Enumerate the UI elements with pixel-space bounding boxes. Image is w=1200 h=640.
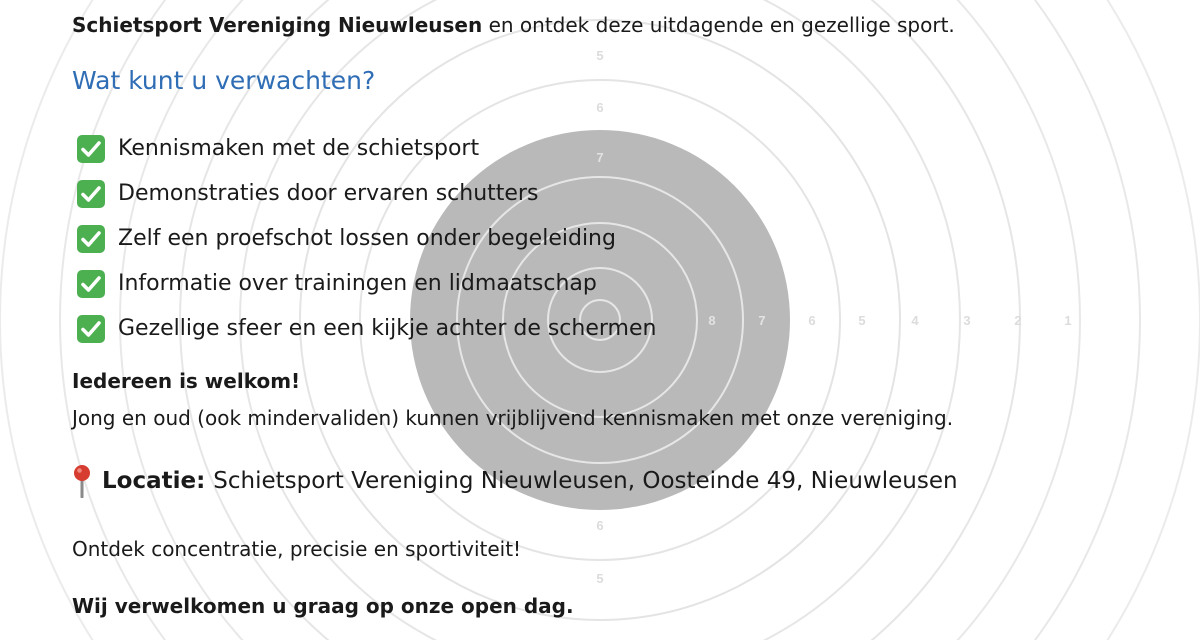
check-mark-icon bbox=[76, 179, 106, 209]
list-item-label: Kennismaken met de schietsport bbox=[118, 136, 480, 161]
ring-number: 1 bbox=[1064, 313, 1072, 328]
list-item bbox=[76, 306, 656, 351]
list-item bbox=[76, 126, 656, 171]
ring-number: 5 bbox=[596, 48, 604, 63]
list-item-label: Demonstraties door ervaren schutters bbox=[118, 181, 539, 206]
ring-number: 6 bbox=[596, 100, 604, 115]
check-mark-icon bbox=[76, 314, 106, 344]
closing-text: Wij verwelkomen u graag op onze open dag. bbox=[72, 594, 574, 618]
welcome-text: Jong en oud (ook mindervaliden) kunnen vrijblijvend kennismaken met onze vereniging. bbox=[72, 406, 954, 430]
pin-icon bbox=[70, 464, 94, 498]
ring-number: 3 bbox=[963, 313, 971, 328]
check-mark-icon bbox=[76, 134, 106, 164]
list-item-label: Gezellige sfeer en een kijkje achter de schermen bbox=[118, 316, 657, 341]
expectations-list bbox=[76, 126, 656, 351]
check-mark-icon bbox=[76, 269, 106, 299]
ring-number: 2 bbox=[1014, 313, 1022, 328]
ring-number: 7 bbox=[758, 313, 766, 328]
expect-heading: Wat kunt u verwachten? bbox=[72, 66, 376, 95]
ring-number: 7 bbox=[596, 150, 604, 165]
ring-number: 4 bbox=[911, 313, 919, 328]
club-name: Schietsport Vereniging Nieuwleusen bbox=[72, 13, 483, 37]
intro-text bbox=[72, 11, 955, 39]
welcome-title: Iedereen is welkom! bbox=[72, 369, 301, 393]
location-line bbox=[70, 463, 958, 499]
list-item bbox=[76, 261, 656, 306]
intro-rest: en ontdek deze uitdagende en gezellige sport. bbox=[482, 13, 955, 37]
tagline: Ontdek concentratie, precisie en sportiviteit! bbox=[72, 537, 522, 561]
location-label: Locatie: bbox=[102, 468, 206, 494]
list-item-label: Zelf een proefschot lossen onder begeleiding bbox=[118, 226, 616, 251]
ring-number: 8 bbox=[708, 313, 716, 328]
ring-number: 5 bbox=[858, 313, 866, 328]
ring-number: 6 bbox=[808, 313, 816, 328]
list-item bbox=[76, 216, 656, 261]
location-value: Schietsport Vereniging Nieuwleusen, Oosteinde 49, Nieuwleusen bbox=[213, 468, 958, 494]
ring-number: 5 bbox=[596, 571, 604, 586]
list-item-label: Informatie over trainingen en lidmaatschap bbox=[118, 271, 597, 296]
check-mark-icon bbox=[76, 224, 106, 254]
ring-number: 6 bbox=[596, 518, 604, 533]
list-item bbox=[76, 171, 656, 216]
